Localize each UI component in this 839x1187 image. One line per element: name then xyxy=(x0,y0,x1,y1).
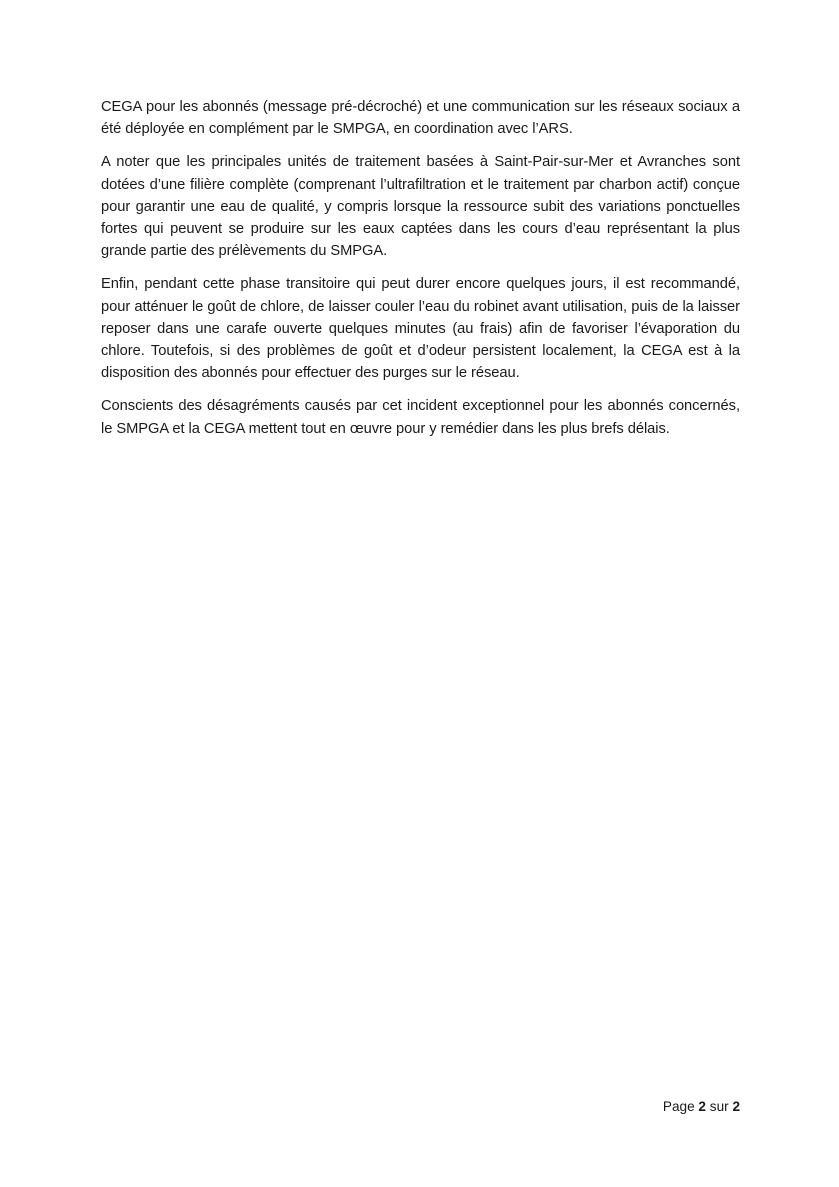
body-paragraph-3: Enfin, pendant cette phase transitoire qui peut durer encore quelques jours, il est recommandé, pour atténuer le goût de chlore, de laisser couler l’eau du robinet avant utilisation, puis de la laisser reposer dans une carafe ouverte quelques minutes (au frais) afin de favoriser l’évaporation du chlore. Toutefois, si des problèmes de goût et d’odeur persistent localement, la CEGA est à la disposition des abonnés pour effectuer des purges sur le réseau. xyxy=(101,276,740,382)
document-body xyxy=(101,96,740,440)
footer-total-pages: 2 xyxy=(732,1099,740,1114)
footer-separator: sur xyxy=(709,1099,729,1114)
body-paragraph-1: CEGA pour les abonnés (message pré-décroché) et une communication sur les réseaux sociaux a été déployée en complément par le SMPGA, en coordination avec l’ARS. xyxy=(101,99,740,138)
body-paragraph-2: A noter que les principales unités de traitement basées à Saint-Pair-sur-Mer et Avranches sont dotées d’une filière complète (comprenant l’ultrafiltration et le traitement par charbon actif) conçue pour garantir une eau de qualité, y compris lorsque la ressource subit des variations ponctuelles fortes qui peuvent se produire sur les eaux captées dans les cours d’eau représentant la plus grande partie des prélèvements du SMPGA. xyxy=(101,154,740,260)
body-paragraph-4: Conscients des désagréments causés par cet incident exceptionnel pour les abonnés concernés, le SMPGA et la CEGA mettent tout en œuvre pour y remédier dans les plus brefs délais. xyxy=(101,398,740,437)
footer-current-page: 2 xyxy=(698,1099,706,1114)
page-footer xyxy=(340,1098,740,1116)
footer-page-label: Page xyxy=(662,1099,695,1114)
